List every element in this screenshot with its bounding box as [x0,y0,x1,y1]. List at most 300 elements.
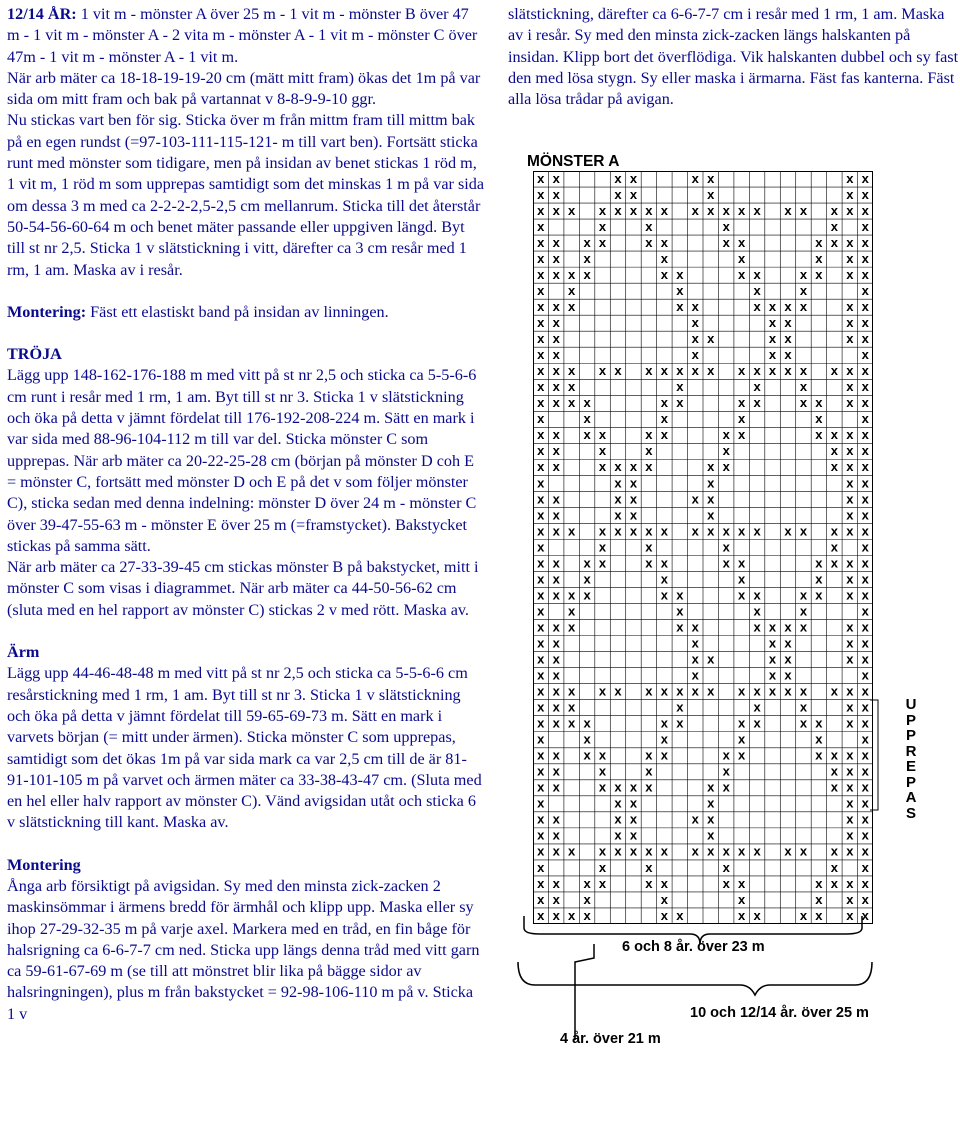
stitch-mark: x [676,379,684,395]
stitch-mark: x [552,459,560,475]
stitch-mark: x [537,283,545,299]
stitch-mark: x [830,459,838,475]
stitch-mark: x [846,779,854,795]
stitch-mark: x [861,283,869,299]
stitch-mark: x [598,459,607,475]
stitch-mark: x [738,571,746,587]
stitch-mark: x [676,395,684,411]
stitch-mark: x [537,266,545,282]
stitch-mark: x [660,875,668,891]
stitch-mark: x [830,427,838,443]
stitch-mark: x [753,363,761,379]
stitch-mark: x [753,379,761,395]
stitch-mark: x [784,315,792,331]
stitch-mark: x [861,795,869,811]
stitch-mark: x [861,234,869,250]
stitch-mark: x [768,651,777,667]
stitch-mark: x [846,795,854,811]
stitch-mark: x [691,347,699,363]
stitch-mark: x [738,523,746,539]
stitch-mark: x [799,699,808,715]
stitch-mark: x [722,779,730,795]
stitch-mark: x [846,331,854,347]
stitch-mark: x [846,571,854,587]
stitch-mark: x [815,715,823,731]
stitch-mark: x [583,875,591,891]
stitch-mark: x [830,218,838,234]
stitch-mark: x [830,779,838,795]
stitch-mark: x [738,363,746,379]
stitch-mark: x [660,202,668,218]
stitch-mark: x [537,811,545,827]
stitch-mark: x [552,843,560,859]
stitch-mark: x [861,843,869,859]
stitch-mark: x [722,234,730,250]
stitch-mark: x [645,234,653,250]
stitch-mark: x [799,603,808,619]
stitch-mark: x [753,283,761,299]
stitch-mark: x [846,427,854,443]
stitch-mark: x [568,266,576,282]
stitch-mark: x [583,411,591,427]
stitch-mark: x [861,395,869,411]
stitch-mark: x [537,379,545,395]
stitch-mark: x [799,843,808,859]
stitch-mark: x [552,779,560,795]
stitch-mark: x [861,891,869,907]
stitch-mark: x [784,363,792,379]
stitch-mark: x [691,299,699,315]
stitch-mark: x [846,715,854,731]
stitch-mark: x [552,891,560,907]
stitch-mark: x [861,747,869,763]
stitch-mark: x [614,795,622,811]
stitch-mark: x [568,603,576,619]
stitch-mark: x [660,683,668,699]
stitch-mark: x [846,315,854,331]
stitch-mark: x [537,347,545,363]
stitch-mark: x [645,779,653,795]
stitch-mark: x [598,363,607,379]
stitch-mark: x [629,843,638,859]
stitch-mark: x [846,459,854,475]
stitch-mark: x [614,523,622,539]
stitch-mark: x [660,395,668,411]
stitch-mark: x [583,587,591,603]
stitch-mark: x [614,779,622,795]
stitch-mark: x [583,715,591,731]
stitch-mark: x [614,811,622,827]
stitch-mark: x [691,523,699,539]
stitch-mark: x [861,315,869,331]
stitch-mark: x [552,234,560,250]
stitch-mark: x [629,459,638,475]
stitch-mark: x [861,827,869,843]
stitch-mark: x [552,507,560,523]
stitch-mark: x [861,683,869,699]
stitch-mark: x [537,250,545,266]
stitch-mark: x [830,363,838,379]
stitch-mark: x [861,171,869,186]
stitch-mark: x [707,523,715,539]
stitch-mark: x [815,747,823,763]
stitch-mark: x [738,250,746,266]
montering-text: Fäst ett elastiskt band på insidan av linningen. [86,302,389,321]
stitch-mark: x [861,218,869,234]
stitch-mark: x [598,218,607,234]
stitch-mark: x [861,779,869,795]
stitch-mark: x [552,266,560,282]
stitch-mark: x [537,859,545,875]
stitch-mark: x [537,443,545,459]
stitch-mark: x [861,523,869,539]
stitch-mark: x [691,202,699,218]
stitch-mark: x [660,715,668,731]
stitch-mark: x [537,635,545,651]
stitch-mark: x [537,507,545,523]
stitch-mark: x [815,907,823,923]
stitch-mark: x [660,266,668,282]
stitch-mark: x [861,699,869,715]
stitch-mark: x [830,202,838,218]
stitch-mark: x [861,331,869,347]
stitch-mark: x [846,250,854,266]
stitch-mark: x [691,491,699,507]
stitch-mark: x [691,635,699,651]
stitch-mark: x [753,523,761,539]
stitch-mark: x [861,635,869,651]
stitch-mark: x [753,266,761,282]
stitch-mark: x [722,218,730,234]
stitch-mark: x [552,635,560,651]
stitch-mark: x [568,395,576,411]
stitch-mark: x [583,907,591,923]
stitch-mark: x [691,619,699,635]
stitch-mark: x [537,651,545,667]
stitch-mark: x [861,539,869,555]
stitch-mark: x [629,779,638,795]
stitch-mark: x [738,907,746,923]
stitch-mark: x [784,619,792,635]
stitch-mark: x [861,379,869,395]
stitch-mark: x [583,266,591,282]
stitch-mark: x [645,747,653,763]
stitch-mark: x [676,299,684,315]
stitch-mark: x [614,459,622,475]
stitch-mark: x [846,555,854,571]
stitch-mark: x [537,395,545,411]
stitch-mark: x [691,171,699,186]
stitch-mark: x [691,363,699,379]
stitch-mark: x [583,395,591,411]
stitch-mark: x [629,795,638,811]
stitch-mark: x [753,699,761,715]
stitch-mark: x [614,827,622,843]
stitch-mark: x [598,875,607,891]
stitch-mark: x [691,811,699,827]
stitch-mark: x [660,250,668,266]
stitch-mark: x [861,186,869,202]
stitch-mark: x [861,651,869,667]
stitch-mark: x [846,443,854,459]
stitch-mark: x [568,715,576,731]
stitch-mark: x [614,507,622,523]
repeat-letter: R [905,742,917,760]
stitch-mark: x [722,459,730,475]
stitch-mark: x [799,283,808,299]
stitch-mark: x [598,202,607,218]
stitch-mark: x [830,843,838,859]
stitch-mark: x [537,459,545,475]
paragraph-troja-2: När arb mäter ca 27-33-39-45 cm stickas mönster B på bakstycket, mitt i mönster C som visas i diagrammet. När arb mäter ca 44-50-56-62 cm (sluta med en hel rapport av mönster C) stickas 2 v med rött. Maska av. [7,558,479,619]
stitch-mark: x [784,683,792,699]
stitch-mark: x [691,651,699,667]
stitch-mark: x [799,379,808,395]
stitch-mark: x [738,875,746,891]
stitch-mark: x [552,587,560,603]
stitch-mark: x [768,667,777,683]
stitch-mark: x [846,587,854,603]
stitch-mark: x [707,459,715,475]
stitch-mark: x [815,266,823,282]
stitch-mark: x [552,555,560,571]
stitch-mark: x [846,395,854,411]
stitch-mark: x [568,699,576,715]
stitch-mark: x [552,395,560,411]
stitch-mark: x [753,299,761,315]
repeat-letter: E [905,758,916,775]
stitch-mark: x [568,843,576,859]
stitch-mark: x [583,571,591,587]
stitch-mark: x [846,299,854,315]
stitch-mark: x [537,619,545,635]
stitch-mark: x [738,395,746,411]
stitch-mark: x [660,843,668,859]
stitch-mark: x [614,491,622,507]
stitch-mark: x [660,427,668,443]
stitch-mark: x [676,266,684,282]
stitch-mark: x [830,683,838,699]
repeat-letter: P [905,773,916,791]
stitch-mark: x [629,171,638,186]
stitch-mark: x [537,539,545,555]
paragraph-increase: När arb mäter ca 18-18-19-19-20 cm (mätt mitt fram) ökas det 1m på var sida om mitt fram och bak på vartannat v 8-8-9-9-10 ggr. [7,68,481,109]
stitch-mark: x [629,523,638,539]
stitch-mark: x [861,459,869,475]
stitch-mark: x [691,315,699,331]
stitch-mark: x [537,171,545,186]
stitch-mark: x [753,683,761,699]
stitch-mark: x [583,250,591,266]
stitch-mark: x [861,571,869,587]
stitch-mark: x [753,843,761,859]
stitch-mark: x [583,555,591,571]
stitch-mark: x [629,811,638,827]
paragraph-troja: Lägg upp 148-162-176-188 m med vitt på st nr 2,5 och sticka ca 5-5-6-6 cm runt i resår med 1 rm, 1 am. Byt till st nr 3. Sticka 1 v slätstickning och öka på detta v jämnt fördelat till 176-192-208-224 m. Sätt en mark i var sida med 88-96-104-112 m till var del. Sticka mönster C som upprepas. När arb mäter ca 20-22-25-28 cm (början på mönster D coh E = mönster C, fortsätt med mönster D och E på det v som följer mönster C), sticka sedan med denna indelning: mönster D över 24 m - mönster C över 39-47-55-63 m - mönster E över 25 m (=framstycket). Bakstycket stickas på samma sätt. [7,366,477,555]
stitch-mark: x [568,907,576,923]
stitch-mark: x [552,331,560,347]
stitch-mark: x [691,331,699,347]
stitch-mark: x [568,363,576,379]
stitch-mark: x [598,443,607,459]
stitch-mark: x [846,202,854,218]
stitch-mark: x [537,202,545,218]
stitch-mark: x [846,843,854,859]
stitch-mark: x [815,411,823,427]
stitch-mark: x [707,186,715,202]
stitch-mark: x [861,907,869,923]
stitch-mark: x [861,363,869,379]
stitch-mark: x [614,683,622,699]
size-instructions: 1 vit m - mönster A över 25 m - 1 vit m - mönster B över 47 m - 1 vit m - mönster A - 2 vita m - mönster A - 1 vit m - mönster C över 47m - 1 vit m - mönster A - 1 vit m. [7,5,478,66]
stitch-mark: x [738,587,746,603]
stitch-mark: x [815,555,823,571]
stitch-mark: x [537,795,545,811]
chart-title: MÖNSTER A [527,153,620,170]
stitch-mark: x [768,299,777,315]
stitch-mark: x [861,763,869,779]
stitch-mark: x [645,555,653,571]
stitch-mark: x [660,731,668,747]
stitch-mark: x [768,315,777,331]
paragraph-continued: slätstickning, därefter ca 6-6-7-7 cm i resår med 1 rm, 1 am. Maska av i resår. Sy med den minsta zick-zacken längs halskanten på insidan. Klipp bort det överflödiga. Vik halskanten dubbel och sy fast den med lösa stygn. Sy eller maska i ärmarna. Fäst fas kanterna. Fäst alla lösa trådar på avigan. [508,5,959,109]
stitch-mark: x [645,539,653,555]
montering-heading: Montering: [7,302,87,321]
stitch-mark: x [537,571,545,587]
stitch-mark: x [552,171,560,186]
stitch-mark: x [552,747,560,763]
stitch-mark: x [583,731,591,747]
stitch-mark: x [799,395,808,411]
stitch-mark: x [629,202,638,218]
stitch-mark: x [537,891,545,907]
stitch-mark: x [738,747,746,763]
stitch-mark: x [861,250,869,266]
stitch-mark: x [552,347,560,363]
paragraph-legs: Nu stickas vart ben för sig. Sticka över m från mittm fram till mittm bak på en egen rundst (=97-103-111-115-121- m till vart ben). Fortsätt sticka runt med mönster som tidigare, men på insidan av benet stickas 1 röd m, 1 vit m, 1 röd m som upprepas samtidigt som det minskas 1 m på var sida om dessa 3 m med ca 2-2-2-2,5-2,5 cm mellanrum. Sticka till det återstår 50-54-56-60-64 m och benet mäter passande eller uppgiven längd. Byt till st nr 2,5. Sticka 1 v slätstickning i vitt, därefter ca 3 cm resår med 1 rm, 1 am. Maska av i resår. [7,111,485,279]
bracket-repeat [870,700,878,810]
stitch-mark: x [537,555,545,571]
stitch-mark: x [861,619,869,635]
stitch-mark: x [660,571,668,587]
stitch-mark: x [815,395,823,411]
stitch-mark: x [830,234,838,250]
stitch-mark: x [676,587,684,603]
stitch-mark: x [846,651,854,667]
stitch-mark: x [583,427,591,443]
stitch-mark: x [768,619,777,635]
stitch-mark: x [861,427,869,443]
stitch-mark: x [660,747,668,763]
stitch-mark: x [846,186,854,202]
stitch-mark: x [676,603,684,619]
stitch-mark: x [537,234,545,250]
stitch-mark: x [676,683,684,699]
stitch-mark: x [645,523,653,539]
stitch-mark: x [568,283,576,299]
stitch-mark: x [537,907,545,923]
stitch-mark: x [799,683,808,699]
stitch-mark: x [846,763,854,779]
stitch-mark: x [598,779,607,795]
stitch-mark: x [722,539,730,555]
repeat-letter: P [905,711,916,729]
repeat-letter: U [905,696,917,713]
stitch-mark: x [738,683,746,699]
stitch-mark: x [537,779,545,795]
stitch-mark: x [784,651,792,667]
stitch-mark: x [598,234,607,250]
stitch-mark: x [768,683,777,699]
label-4-ar: 4 år. över 21 m [560,1031,661,1047]
paragraph-montering-2: Ånga arb försiktigt på avigsidan. Sy med den minsta zick-zacken 2 maskinsömmar i ärmens bredd för ärmhål och klipp upp. Maska eller sy ihop 27-29-32-35 m på varje axel. Markera med en tråd, en fin båge för halsrigning ca 6-6-7-7 cm ned. Sticka upp längs denna tråd med vitt garn ca 59-61-67-69 m (se till att mönstret blir lika på bägge sidor av halsringningen), plus m från bakstycket = 92-98-106-110 m på v. Sticka 1 v [7,876,480,1023]
stitch-mark: x [691,667,699,683]
stitch-mark: x [815,234,823,250]
stitch-mark: x [799,299,808,315]
stitch-mark: x [815,571,823,587]
stitch-mark: x [799,523,808,539]
stitch-mark: x [552,571,560,587]
stitch-mark: x [676,363,684,379]
stitch-mark: x [629,475,638,491]
heading-arm: Ärm [7,643,40,662]
stitch-mark: x [799,363,808,379]
stitch-mark: x [552,379,560,395]
stitch-mark: x [598,843,607,859]
stitch-mark: x [552,683,560,699]
stitch-mark: x [552,443,560,459]
stitch-mark: x [598,683,607,699]
stitch-mark: x [707,683,715,699]
label-10-12-14-ar: 10 och 12/14 år. över 25 m [690,1005,869,1021]
stitch-mark: x [552,523,560,539]
stitch-mark: x [846,491,854,507]
stitch-mark: x [598,747,607,763]
stitch-mark: x [830,443,838,459]
stitch-mark: x [846,619,854,635]
stitch-mark: x [660,555,668,571]
repeat-letter: A [905,789,917,806]
stitch-mark: x [552,315,560,331]
stitch-mark: x [598,539,607,555]
stitch-mark: x [537,699,545,715]
stitch-mark: x [861,811,869,827]
stitch-mark: x [537,747,545,763]
stitch-mark: x [537,843,545,859]
stitch-mark: x [722,763,730,779]
stitch-mark: x [784,202,792,218]
stitch-mark: x [861,507,869,523]
stitch-mark: x [738,715,746,731]
size-label: 12/14 ÅR: [7,5,77,23]
stitch-mark: x [614,475,622,491]
stitch-mark: x [537,363,545,379]
stitch-mark: x [552,363,560,379]
stitch-mark: x [676,907,684,923]
stitch-mark: x [568,619,576,635]
stitch-mark: x [552,619,560,635]
stitch-mark: x [676,699,684,715]
stitch-mark: x [753,587,761,603]
stitch-mark: x [691,683,699,699]
stitch-mark: x [583,747,591,763]
stitch-mark: x [753,715,761,731]
stitch-mark: x [815,875,823,891]
stitch-mark: x [830,539,838,555]
stitch-mark: x [691,843,699,859]
stitch-mark: x [799,202,808,218]
stitch-mark: x [568,379,576,395]
